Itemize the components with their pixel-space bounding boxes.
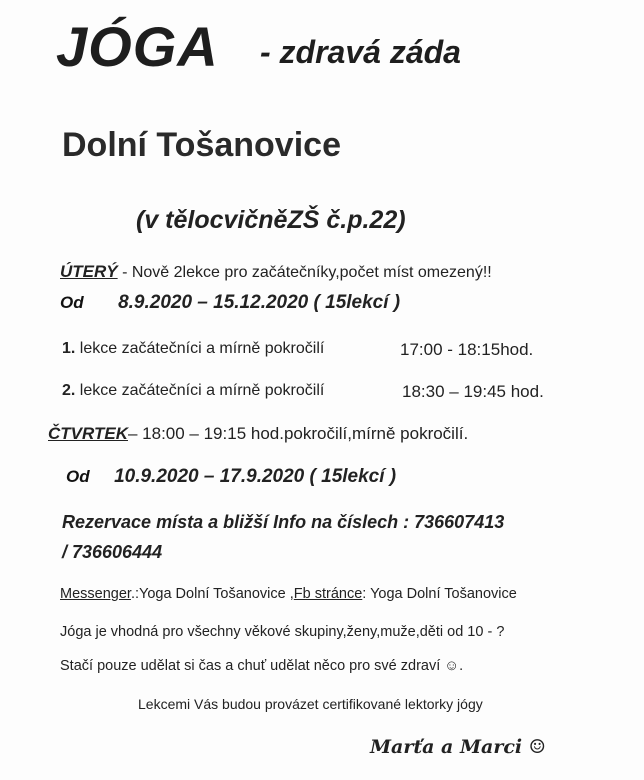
reservation-line-2: / 736606444: [62, 542, 163, 562]
lesson-1-time: 17:00 - 18:15hod.: [400, 340, 534, 359]
info-audience: Jóga je vhodná pro všechny věkové skupiny,ženy,muže,děti od 10 - ?: [60, 624, 505, 640]
lesson-1-text: lekce začátečníci a mírně pokročilí: [75, 340, 325, 357]
messenger-text: .:Yoga Dolní Tošanovice ,: [130, 586, 294, 602]
facebook-text: : Yoga Dolní Tošanovice: [362, 586, 517, 602]
thursday-dates-line: [66, 466, 396, 488]
signature: Marťa a Marci ☺: [370, 736, 546, 758]
lesson-1-number: 1.: [62, 340, 76, 357]
thursday-od-label: Od: [66, 467, 90, 486]
social-line: [60, 586, 517, 602]
tuesday-note: - Nově 2lekce pro začátečníky,počet míst omezený!!: [117, 264, 492, 281]
tuesday-dates-line: [60, 292, 400, 314]
lesson-1: [62, 340, 324, 358]
poster-subtitle: - zdravá záda: [260, 34, 461, 70]
tuesday-label: ÚTERÝ: [60, 262, 118, 281]
info-instructors: Lekcemi Vás budou provázet certifikované lektorky jógy: [138, 696, 483, 712]
thursday-dates: 10.9.2020 – 17.9.2020 ( 15lekcí ): [114, 466, 397, 487]
facebook-label: Fb stránce: [293, 586, 363, 602]
lesson-2-number: 2.: [62, 382, 76, 399]
info-health: Stačí pouze udělat si čas a chuť udělat něco pro své zdraví ☺.: [60, 658, 464, 674]
thursday-label: ČTVRTEK: [48, 424, 128, 443]
poster-title: JÓGA: [56, 15, 219, 78]
tuesday-line: [60, 262, 492, 282]
tuesday-od-label: Od: [60, 293, 84, 312]
messenger-label: Messenger: [60, 586, 131, 602]
location-heading: Dolní Tošanovice: [62, 126, 341, 164]
thursday-note: – 18:00 – 19:15 hod.pokročilí,mírně pokročilí.: [127, 424, 469, 443]
lesson-2-time: 18:30 – 19:45 hod.: [402, 382, 544, 401]
venue-note: (v tělocvičněZŠ č.p.22): [136, 206, 406, 234]
lesson-2-text: lekce začátečníci a mírně pokročilí: [75, 382, 325, 399]
reservation-line-1: Rezervace místa a bližší Info na číslech : 736607413: [62, 512, 505, 532]
thursday-line: [48, 424, 468, 444]
tuesday-dates: 8.9.2020 – 15.12.2020 ( 15lekcí ): [118, 292, 401, 313]
lesson-2: [62, 382, 324, 400]
